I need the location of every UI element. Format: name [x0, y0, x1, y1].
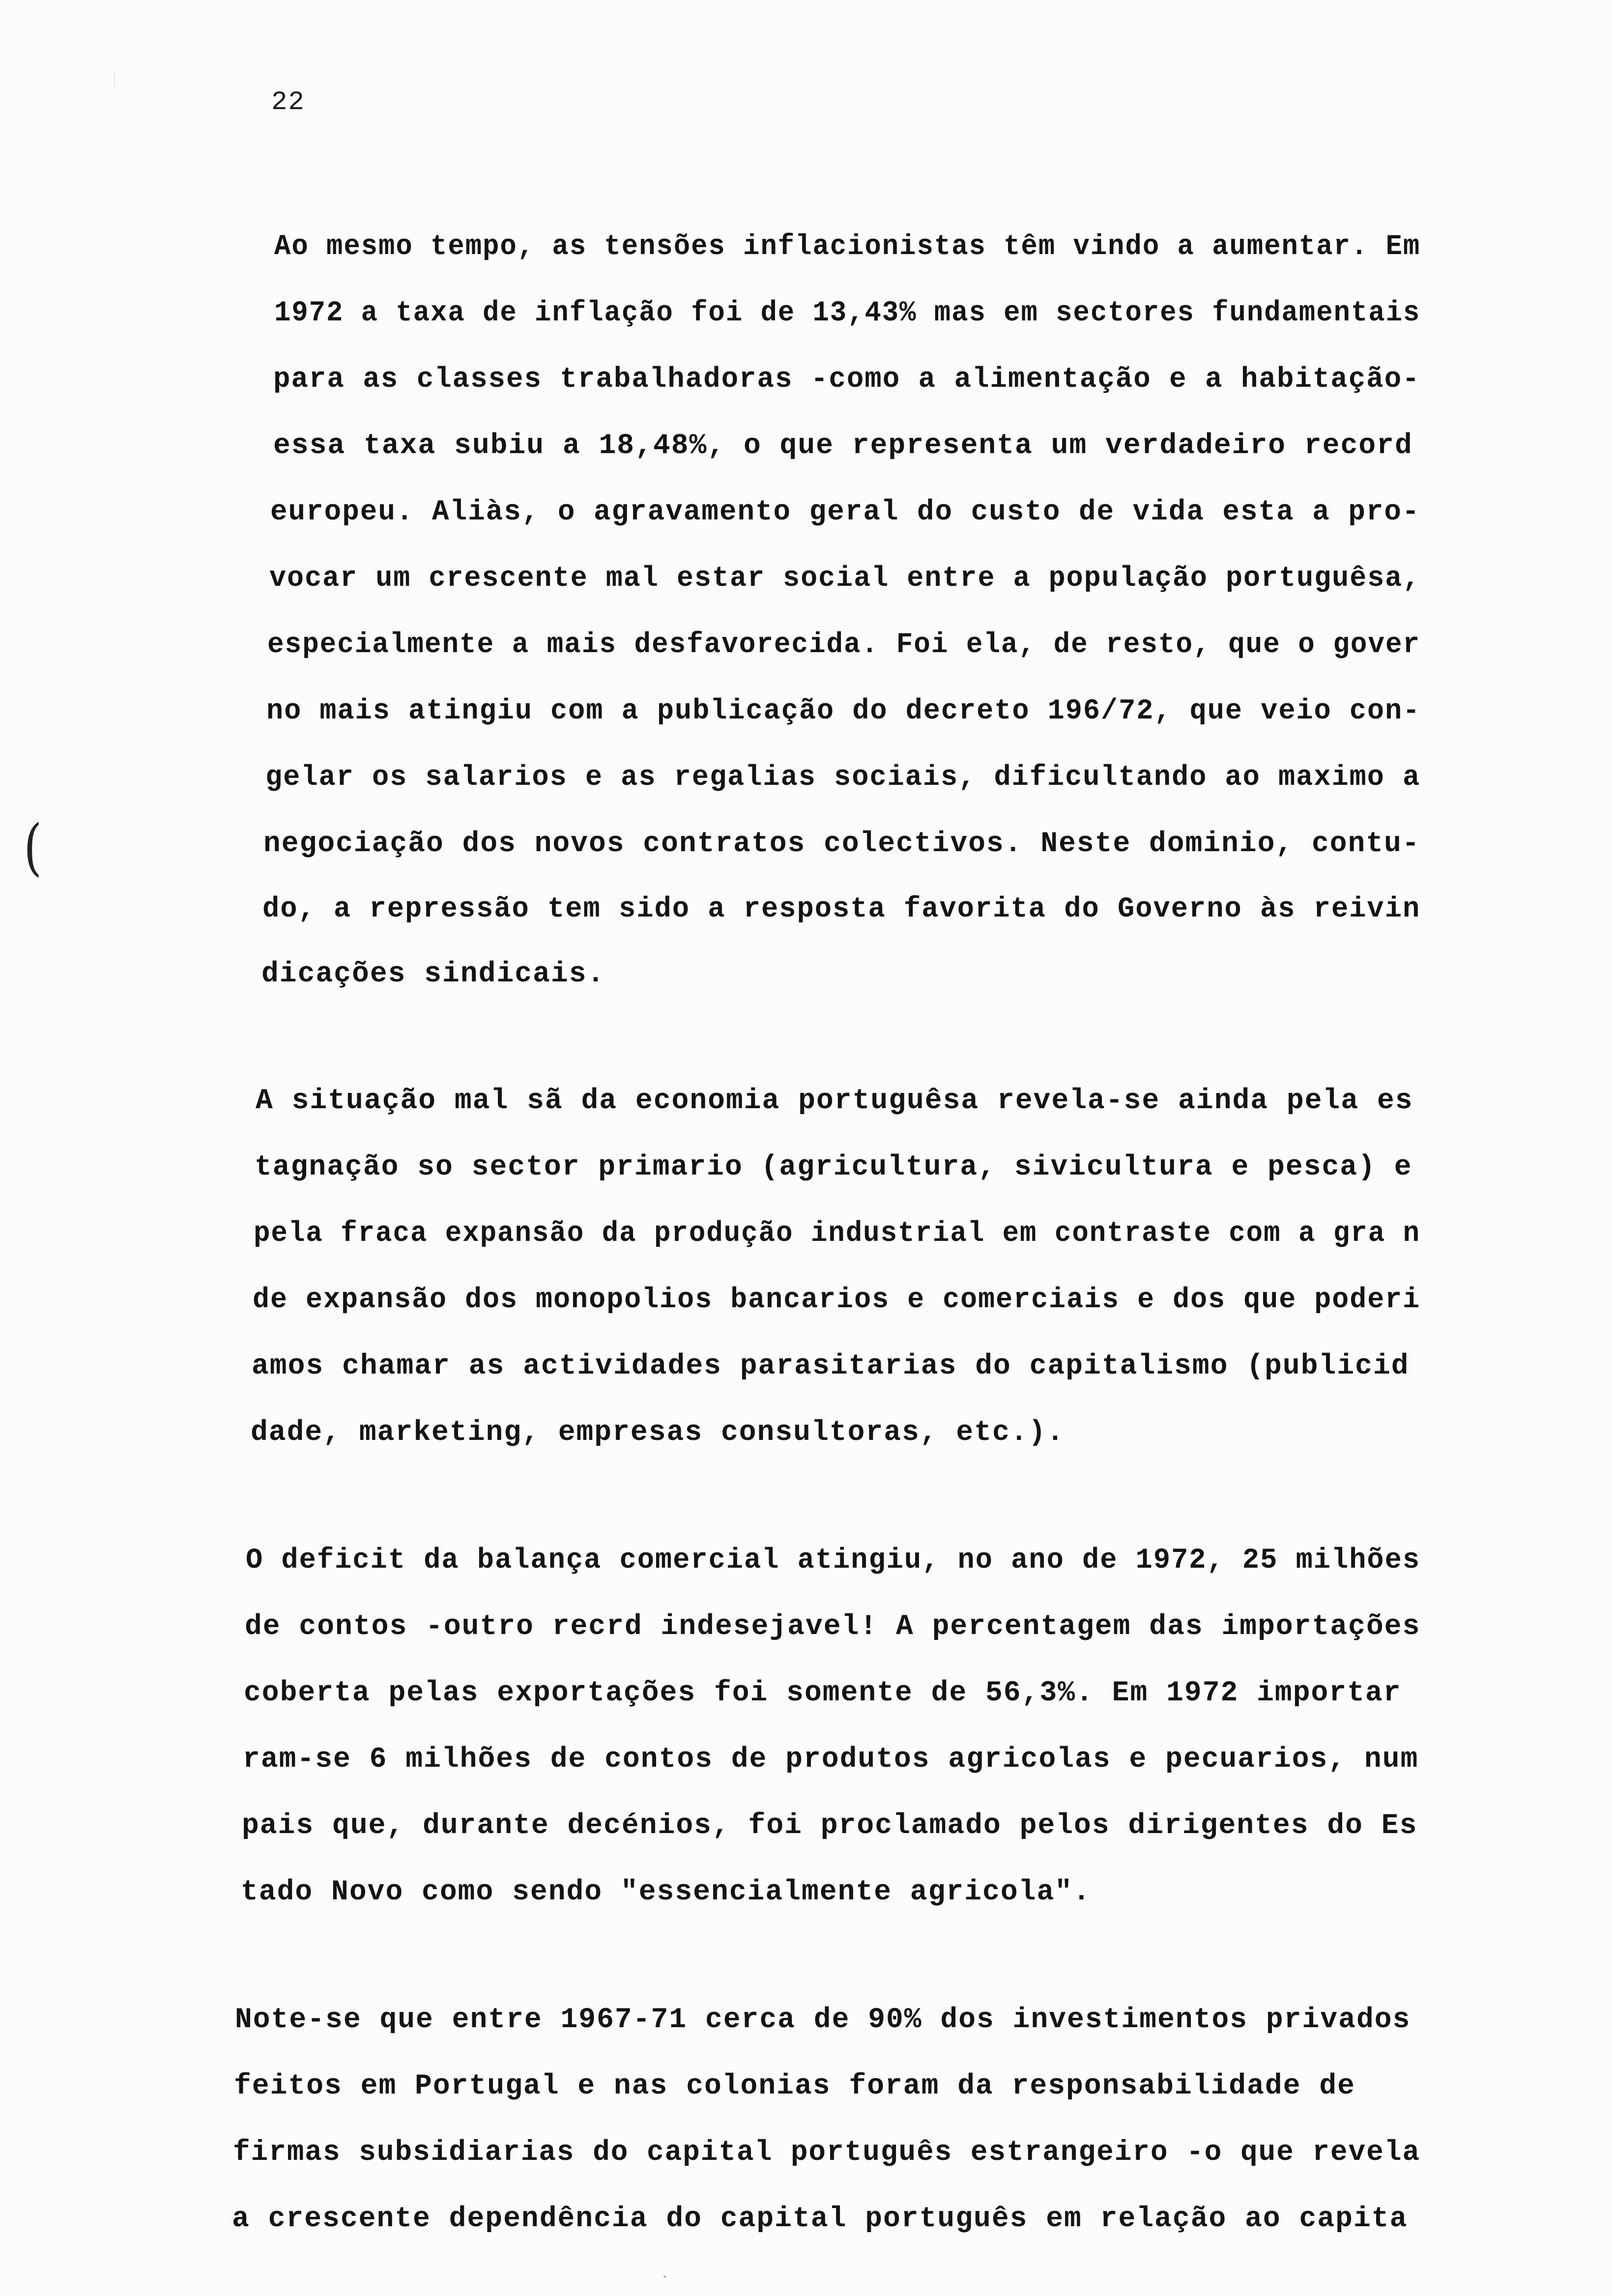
text-line: tado Novo como sendo "essencialmente agricola".	[241, 1876, 1091, 1908]
text-line: especialmente a mais desfavorecida. Foi ela, de resto, que o gover	[267, 629, 1421, 661]
text-line: Ao mesmo tempo, as tensões inflacionistas têm vindo a aumentar. Em	[274, 231, 1421, 263]
text-line: feitos em Portugal e nas colonias foram da responsabilidade de	[234, 2070, 1355, 2102]
text-line: A situação mal sã da economia portuguêsa revela-se ainda pela es	[256, 1085, 1413, 1117]
paper-speck	[114, 74, 115, 87]
text-line: dade, marketing, empresas consultoras, etc.).	[251, 1417, 1065, 1449]
text-line: tagnação so sector primario (agricultura, sivicultura e pesca) e	[255, 1151, 1412, 1183]
text-line: 1972 a taxa de inflação foi de 13,43% mas em sectores fundamentais	[274, 297, 1421, 329]
text-line: vocar um crescente mal estar social entre a população portuguêsa,	[269, 563, 1421, 595]
text-line: para as classes trabalhadoras -como a alimentação e a habitação-	[273, 364, 1420, 396]
text-line: Note-se que entre 1967-71 cerca de 90% dos investimentos privados	[235, 2004, 1411, 2036]
text-line: O deficit da balança comercial atingiu, no ano de 1972, 25 milhões	[246, 1545, 1421, 1577]
text-line: no mais atingiu com a publicação do decreto 196/72, que veio con-	[266, 695, 1421, 727]
text-line: gelar os salarios e as regalias sociais, dificultando ao maximo a	[265, 762, 1421, 794]
text-line: de contos -outro recrd indesejavel! A percentagem das importações	[245, 1611, 1421, 1643]
text-line: do, a repressão tem sido a resposta favorita do Governo às reivin	[262, 893, 1421, 925]
text-line: negociação dos novos contratos colectivos. Neste dominio, contu-	[263, 828, 1420, 860]
text-line: coberta pelas exportações foi somente de 56,3%. Em 1972 importar	[244, 1677, 1402, 1709]
text-line: essa taxa subiu a 18,48%, o que representa um verdadeiro record	[273, 430, 1413, 462]
text-line: europeu. Aliàs, o agravamento geral do custo de vida esta a pro-	[270, 496, 1420, 528]
text-line: a crescente dependência do capital português em relação ao capita	[232, 2203, 1408, 2235]
text-line: firmas subsidiarias do capital português estrangeiro -o que revela	[233, 2137, 1421, 2169]
paper-speck	[663, 2275, 666, 2278]
text-line: amos chamar as actividades parasitarias do capitalismo (publicid	[252, 1350, 1410, 1382]
text-line: pais que, durante decénios, foi proclamado pelos dirigentes do Es	[242, 1810, 1418, 1842]
margin-bracket-mark: (	[24, 811, 42, 883]
page-number: 22	[271, 87, 305, 117]
text-line: pela fraca expansão da produção industrial em contraste com a gra n	[254, 1218, 1421, 1250]
text-line: de expansão dos monopolios bancarios e comerciais e dos que poderi	[253, 1284, 1421, 1316]
text-line: dicações sindicais.	[261, 958, 605, 990]
text-line: ram-se 6 milhões de contos de produtos agricolas e pecuarios, num	[243, 1744, 1419, 1776]
